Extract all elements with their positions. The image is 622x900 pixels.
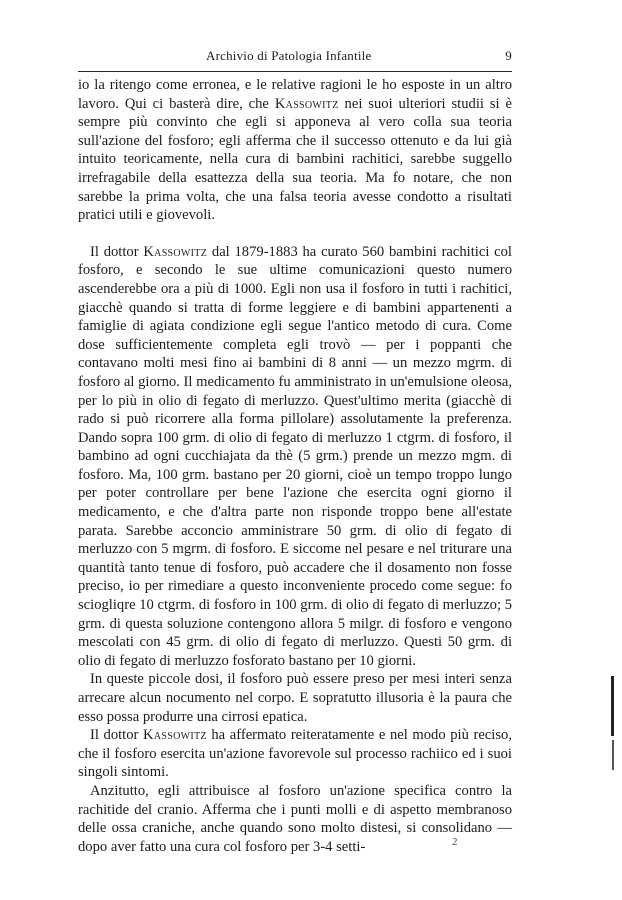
author-name: Kassowitz <box>142 727 207 744</box>
scan-edge-mark <box>611 676 614 736</box>
page-number: 9 <box>505 48 512 63</box>
body-text <box>78 76 512 856</box>
paragraph-5: Anzitutto, egli attribuisce al fosforo un'azione specifica contro la rachitide del cranio. Afferma che i punti molli e di aspetto membranoso delle ossa craniche, anche quando sono molto distesi, si consolidano — dopo aver fatto una cura col fosforo per 3-4 setti- <box>78 782 512 855</box>
scan-edge-mark <box>612 740 614 770</box>
paragraph-4: Il dottor Kassowitz ha affermato reiteratamente e nel modo più reciso, che il fosforo esercita un'azione favorevole sul processo rachiico ed i suoi singoli sintomi. <box>78 727 512 781</box>
author-name: Kassowitz <box>143 243 208 260</box>
header-rule <box>78 71 512 72</box>
paragraph-3: In queste piccole dosi, il fosforo può essere preso per mesi interi senza arrecare alcun nocumento nel corpo. E sopratutto illusoria è la paura che esso possa produrre una cirrosi epatica. <box>78 671 512 725</box>
paragraph-2: Il dottor Kassowitz dal 1879-1883 ha curato 560 bambini rachitici col fosforo, e secondo le sue ultime comunicazioni questo numero ascenderebbe ora a più di 1000. Egli non usa il fosforo in tutti i rachitici, giacchè quando si tratta di forme leggiere e di bambini appartenenti a famiglie di agiata condizione egli segue l'antico metodo di cura. Come dose sufficientemente completa egli trovò — per i poppanti che contavano molti mesi fino ai bambini di 8 anni — un mezzo mgrm. di fosforo al giorno. Il medicamento fu amministrato in un'emulsione oleosa, per lo più in olio di fegato di merluzzo. Quest'ultimo merita (giacchè di rado si può ricorrere alla forma pillolare) assolutamente la preferenza. Dando sopra 100 grm. di olio di fegato di merluzzo 1 ctgrm. di fosforo, il bambino ad ogni cucchiajata da thè (5 grm.) prende un mezzo mgm. di fosforo. Ma, 100 grm. bastano per 20 giorni, cioè un tempo troppo lungo per poter controllare per bene l'azione che esercita ogni giorno il medicamento, e che d'altra parte non risponde troppo bene all'estate parata. Sarebbe acconcio amministrare 50 grm. di olio di fegato di merluzzo con 5 mgrm. di fosforo. E siccome nel pesare e nel triturare una quantità tanto tenue di fosforo, può accadere che il dosamento non fosse preciso, io per rimediare a questo inconveniente procedo come segue: fo sciogliqre 10 ctgrm. di fosforo in 100 grm. di olio di fegato di merluzzo; 5 grm. di questa soluzione contengono allora 5 milgr. di fosforo e vengono mescolati con 45 grm. di olio di fegato di merluzzo. Questi 50 grm. di olio di fegato di merluzzo fosforato bastano per 10 giorni. <box>78 243 512 669</box>
signature-mark: 2 <box>452 836 458 848</box>
author-name: Kassowitz <box>274 95 339 112</box>
paragraph-1: io la ritengo come erronea, e le relative ragioni le ho esposte in un altro lavoro. Qui ci basterà dire, che Kassowitz nei suoi ulteriori studii si è sempre più convinto che egli si apponeva al vero colla sua teoria sull'azione del fosforo; egli afferma che il successo ottenuto e da lui già intuito teoricamente, nella cura di bambini rachitici, sarebbe suggello irrefragabile della esattezza della sua teoria. Ma fo notare, che non sarebbe la prima volta, che una falsa teoria avesse condotto a risultati pratici utili e giovevoli. <box>78 77 512 224</box>
running-title: Archivio di Patologia Infantile <box>206 48 372 63</box>
